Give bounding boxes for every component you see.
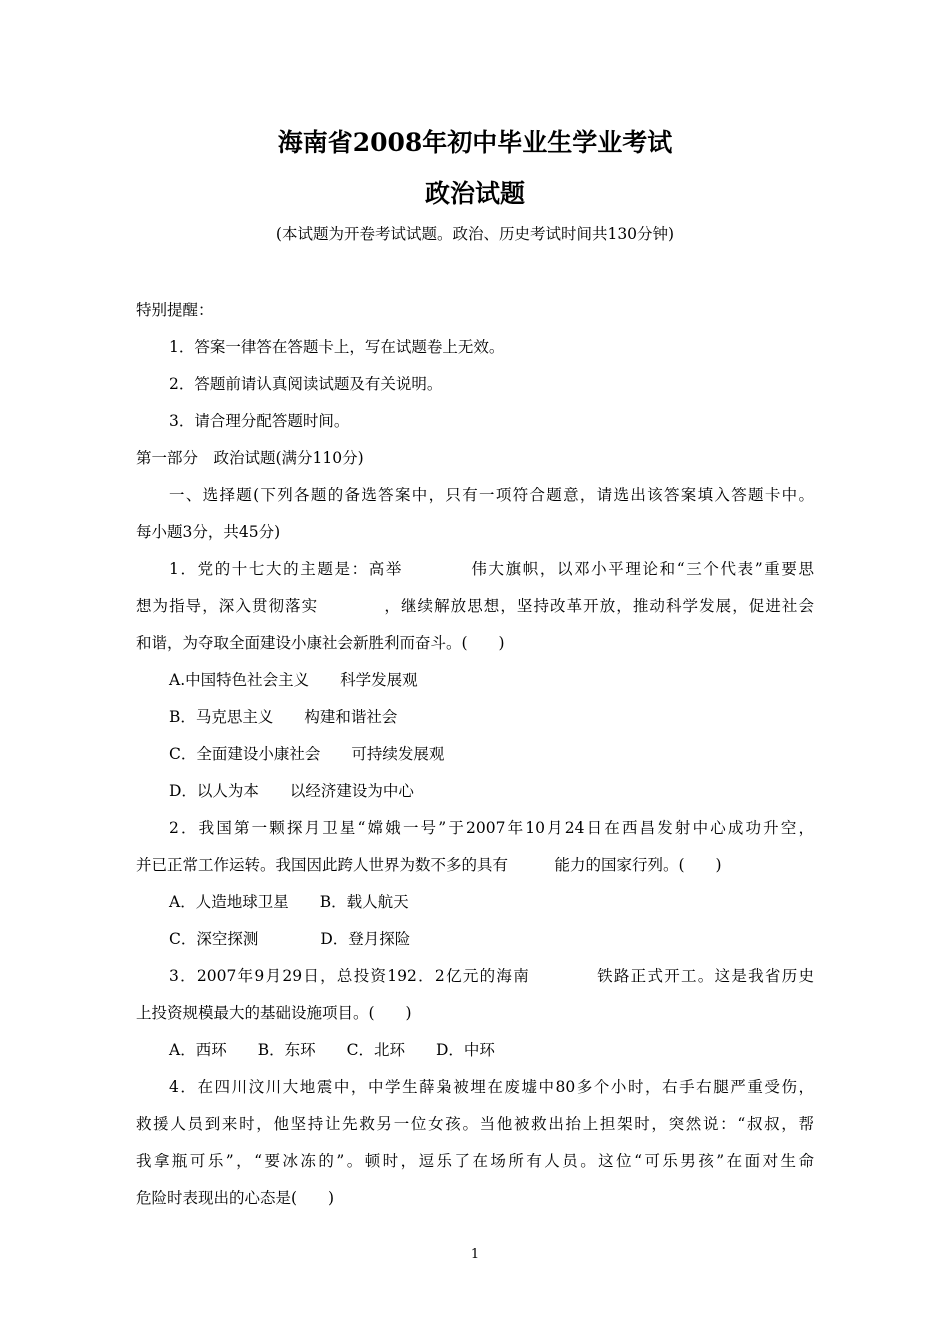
reminder-item: 3．请合理分配答题时间。	[169, 412, 350, 430]
exam-note: (本试题为开卷考试试题。政治、历史考试时间共130分钟)	[275, 225, 675, 243]
reminder-item: 1．答案一律答在答题卡上，写在试题卷上无效。	[169, 338, 505, 356]
question-1-option: C．全面建设小康社会 可持续发展观	[169, 745, 445, 763]
question-2-options: C．深空探测 D．登月探险	[169, 930, 411, 948]
exam-title: 海南省2008年初中毕业生学业考试	[277, 128, 673, 157]
question-4-text: 救援人员到来时，他坚持让先救另一位女孩。当他被救出抬上担架时，突然说：“叔叔，帮	[136, 1115, 814, 1133]
question-2-text: 2．我国第一颗探月卫星“嫦娥一号”于2007年10月24日在西昌发射中心成功升空，	[169, 819, 814, 837]
section-instructions: 一、选择题(下列各题的备选答案中，只有一项符合题意，请选出该答案填入答题卡中。	[169, 486, 814, 504]
exam-subtitle: 政治试题	[424, 179, 525, 208]
question-2-options: A．人造地球卫星 B．载人航天	[169, 893, 409, 911]
question-1-text: 1．党的十七大的主题是：高举 伟大旗帜，以邓小平理论和“三个代表”重要思	[169, 560, 814, 578]
question-3-text: 上投资规模最大的基础设施项目。( )	[136, 1004, 412, 1022]
reminder-item: 2．答题前请认真阅读试题及有关说明。	[169, 375, 443, 393]
question-1-option: A.中国特色社会主义 科学发展观	[169, 671, 418, 689]
question-4-text: 4．在四川汶川大地震中，中学生薛枭被埋在废墟中80多个小时，右手右腿严重受伤，	[169, 1078, 814, 1096]
question-4-text: 我拿瓶可乐”，“要冰冻的”。顿时，逗乐了在场所有人员。这位“可乐男孩”在面对生命	[136, 1152, 814, 1170]
question-3-options: A．西环 B．东环 C．北环 D．中环	[169, 1041, 495, 1059]
question-2-text: 并已正常工作运转。我国因此跨人世界为数不多的具有 能力的国家行列。( )	[136, 856, 722, 874]
question-3-text: 3．2007年9月29日，总投资192．2亿元的海南 铁路正式开工。这是我省历史	[169, 967, 814, 985]
question-4-text: 危险时表现出的心态是( )	[136, 1189, 335, 1207]
question-1-option: D．以人为本 以经济建设为中心	[169, 782, 414, 800]
question-1-text: 想为指导，深入贯彻落实 ，继续解放思想，坚持改革开放，推动科学发展，促进社会	[136, 597, 814, 615]
page-number: 1	[470, 1247, 480, 1262]
section-instructions-cont: 每小题3分，共45分)	[136, 523, 281, 541]
reminder-heading: 特别提醒：	[136, 301, 214, 319]
part-heading: 第一部分 政治试题(满分110分)	[136, 449, 364, 467]
question-1-text: 和谐，为夺取全面建设小康社会新胜利而奋斗。( )	[136, 634, 505, 652]
question-1-option: B．马克思主义 构建和谐社会	[169, 708, 398, 726]
